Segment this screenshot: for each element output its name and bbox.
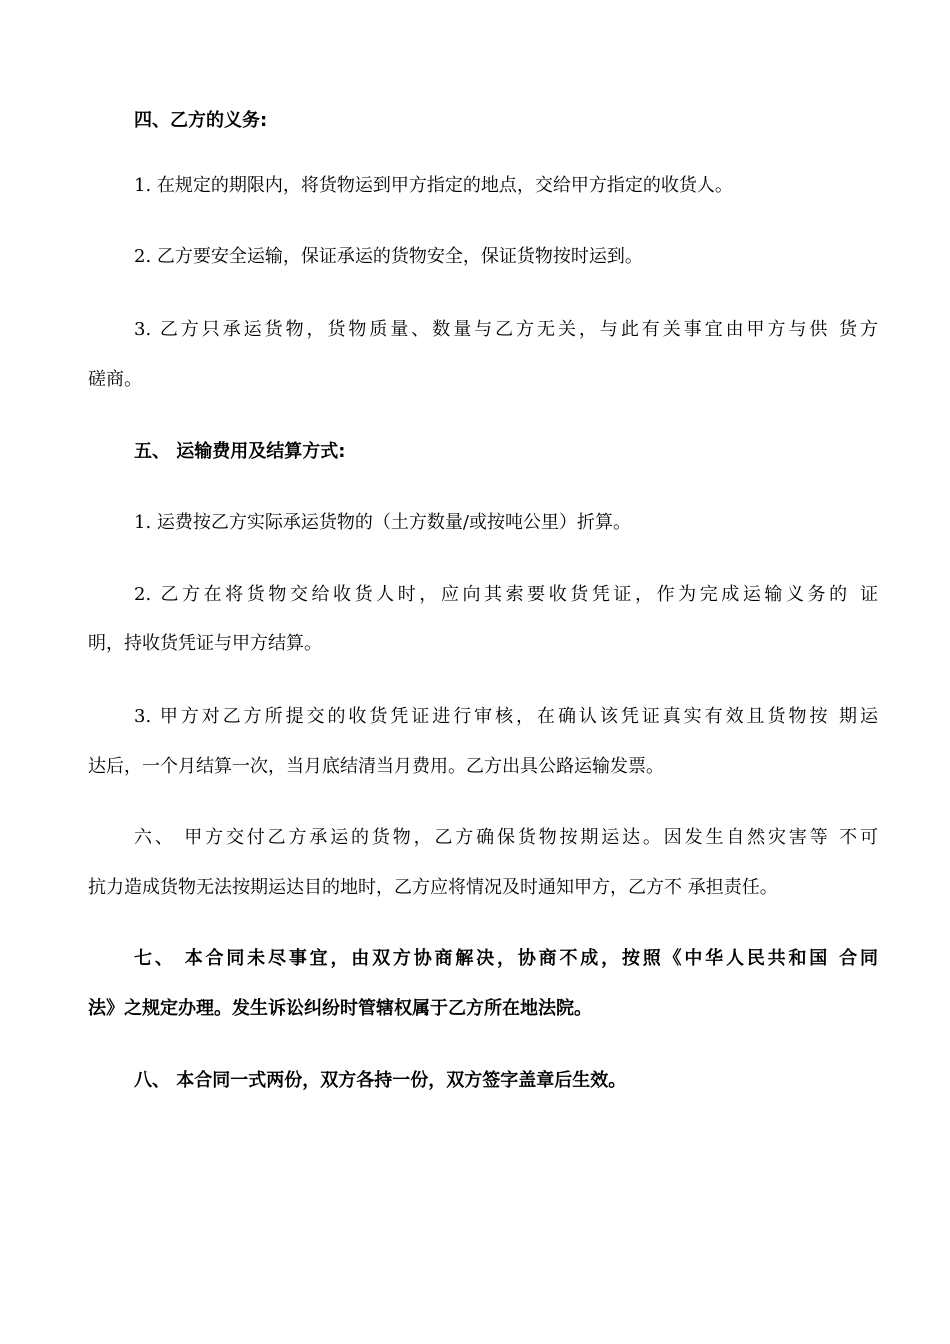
section-4-item-1: 1. 在规定的期限内，将货物运到甲方指定的地点，交给甲方指定的收货人。 [134, 175, 733, 196]
section-4-item-2: 2. 乙方要安全运输，保证承运的货物安全，保证货物按时运到。 [134, 246, 643, 267]
section-4-item-3-line-1: 3. 乙方只承运货物，货物质量、数量与乙方无关，与此有关事宜由甲方与供 货方 [134, 319, 878, 340]
section-5-item-3-line-2: 达后，一个月结算一次，当月底结清当月费用。乙方出具公路运输发票。 [88, 756, 664, 777]
section-5-item-2-line-2: 明，持收货凭证与甲方结算。 [88, 633, 322, 654]
section-8-line-1: 八、 本合同一式两份，双方各持一份，双方签字盖章后生效。 [134, 1070, 627, 1091]
section-5-item-3-line-1: 3. 甲方对乙方所提交的收货凭证进行审核，在确认该凭证真实有效且货物按 期运 [134, 706, 878, 727]
section-7-line-1: 七、 本合同未尽事宜，由双方协商解决，协商不成，按照《中华人民共和国 合同 [134, 948, 878, 969]
section-5-item-2-line-1: 2. 乙方在将货物交给收货人时，应向其索要收货凭证，作为完成运输义务的 证 [134, 584, 878, 605]
section-6-line-1: 六、 甲方交付乙方承运的货物，乙方确保货物按期运达。因发生自然灾害等 不可 [134, 827, 878, 848]
section-7-line-2: 法》之规定办理。发生诉讼纠纷时管辖权属于乙方所在地法院。 [88, 998, 592, 1019]
section-4-heading: 四、乙方的义务: [134, 110, 268, 131]
section-5-heading: 五、 运输费用及结算方式: [134, 441, 346, 462]
section-5-item-1: 1. 运费按乙方实际承运货物的（土方数量/或按吨公里）折算。 [134, 512, 631, 533]
section-6-line-2: 抗力造成货物无法按期运达目的地时，乙方应将情况及时通知甲方，乙方不 承担责任。 [88, 877, 778, 898]
section-4-item-3-line-2: 磋商。 [88, 369, 142, 390]
